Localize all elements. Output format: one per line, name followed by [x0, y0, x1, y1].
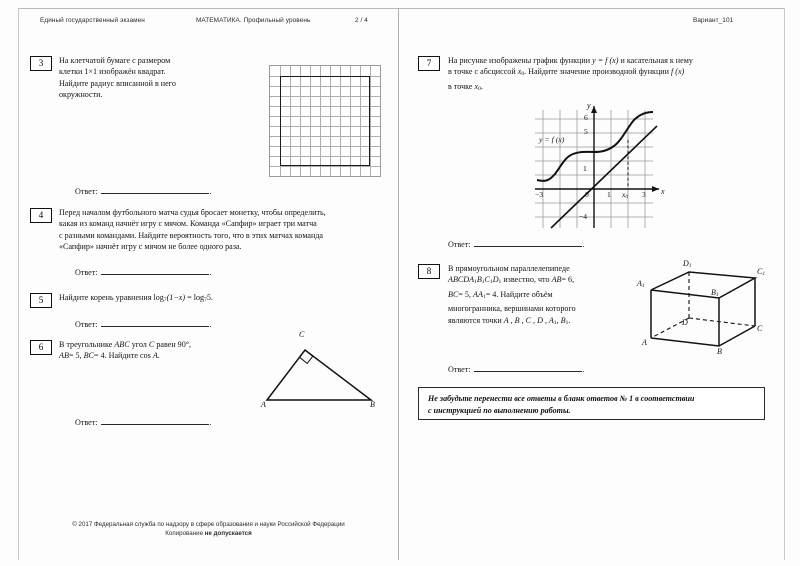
- graph-ytick-minus4: −4: [579, 212, 588, 221]
- graph-axes: [535, 106, 659, 228]
- page-left: [19, 8, 398, 560]
- t8-abcda: ABCDA: [448, 275, 475, 285]
- graph-axis-x-label: x: [661, 187, 665, 196]
- prism-label-a1: [637, 279, 645, 289]
- answer-period-8: .: [582, 365, 585, 374]
- t8-points-w: являются точки: [448, 315, 502, 325]
- page-right-edge: [784, 8, 785, 560]
- t6-ab: AB: [59, 351, 69, 361]
- runhead-exam-name: Единый государственный экзамен: [40, 17, 145, 24]
- task-3-line-4: окружности.: [59, 89, 103, 99]
- answer-label-3: Ответ:: [75, 187, 98, 196]
- footer-copy-notice: [19, 529, 398, 538]
- answer-label-8: Ответ:: [448, 365, 471, 374]
- t7-fx-2: f (x): [670, 67, 685, 77]
- task-4-line-2: какая из команд начнёт игру с мячом. Команда «Сапфир» играет три матча: [59, 219, 317, 229]
- graph-xtick-3: 3: [642, 190, 646, 199]
- transfer-answers-notice: [418, 387, 765, 420]
- graph-xtick-1: 1: [607, 190, 611, 199]
- t8-aa1: AA: [473, 289, 483, 299]
- task-3-line-1: На клетчатой бумаге с размером: [59, 56, 171, 65]
- t6-bc: BC: [83, 351, 94, 361]
- t8-b-sub: 1: [481, 279, 485, 286]
- runhead-subject: МАТЕМАТИКА. Профильный уровень: [196, 17, 311, 24]
- graph-svg: [521, 102, 671, 232]
- answer-period-3: .: [209, 187, 212, 196]
- prism-label-b1: [711, 288, 719, 298]
- grid-line-vertical: [370, 66, 371, 176]
- t8-points: A , B , C , D , A: [503, 315, 554, 325]
- graph-ytick-1: 1: [583, 164, 587, 173]
- task-5-answer-line: [75, 318, 212, 329]
- figure-parallelepiped: [637, 260, 772, 365]
- t8-c-sub: 1: [489, 279, 493, 286]
- graph-x0-sub: 0: [625, 194, 628, 201]
- task-6-text: [59, 339, 239, 362]
- answer-period-4: .: [209, 268, 212, 277]
- prism-label-c: C: [757, 324, 763, 333]
- prism-b1-letter: B: [711, 288, 716, 297]
- t8-period: .: [568, 315, 571, 325]
- task-6-line-2: [59, 350, 239, 361]
- prism-label-c1: [757, 267, 765, 277]
- footer-copyright: © 2017 Федеральная служба по надзору в сфере образования и науки Российской Федерации: [72, 521, 345, 528]
- t6-w3: равен 90°,: [156, 340, 192, 349]
- task-3-line-3: Найдите радиус вписанной в него: [59, 78, 176, 88]
- notice-line-2: с инструкцией по выполнению работы.: [428, 405, 571, 415]
- task-8-line-3: [448, 289, 618, 304]
- task-3-text: [59, 55, 224, 100]
- t8-bc-val: = 5,: [458, 289, 472, 299]
- task-8-line-2: [448, 274, 618, 289]
- answer-label-5: Ответ:: [75, 320, 98, 329]
- t8-ab-val: = 6,: [561, 275, 575, 285]
- t7-fx: y = f (x): [592, 56, 619, 65]
- answer-rule-8[interactable]: [474, 363, 582, 372]
- task-4-answer-line: [75, 266, 212, 277]
- log-base-1: 7: [163, 297, 167, 304]
- right-angle-marker: [299, 350, 312, 363]
- log-base-2: 7: [204, 297, 207, 304]
- answer-rule-4[interactable]: [101, 266, 209, 275]
- t7-x0-sub-2: 0: [478, 86, 481, 92]
- log-symbol-2: log: [193, 293, 205, 302]
- task-4-line-4: «Сапфир» начнёт игру с мячом не более одного раза.: [59, 241, 242, 251]
- prism-a1-sub: 1: [641, 283, 645, 290]
- t8-c: C: [484, 275, 490, 285]
- answer-rule-7[interactable]: [474, 238, 582, 247]
- log-symbol-1: log: [153, 293, 164, 302]
- t7-x0: x: [517, 67, 522, 77]
- task-3-line-2: клетки 1×1 изображён квадрат.: [59, 67, 166, 77]
- footer-copy-plain: Копирование: [165, 530, 205, 538]
- tangent-line: [551, 126, 657, 228]
- answer-period-7: .: [582, 240, 585, 249]
- t6-w1: В треугольнике: [59, 340, 113, 349]
- prism-a1-letter: A: [637, 279, 642, 288]
- figure-function-graph: [521, 102, 671, 232]
- graph-curve-label: y = f (x): [539, 135, 565, 144]
- task-7-line-3: [448, 81, 768, 96]
- task-8-number: 8: [418, 264, 440, 279]
- equation-period: .: [210, 293, 213, 302]
- prism-label-b: B: [717, 347, 722, 356]
- triangle-label-c: C: [299, 330, 305, 339]
- prism-label-a: A: [642, 338, 647, 347]
- prism-b1-sub: 1: [715, 292, 719, 299]
- t8-aa1-sub: 1: [482, 294, 486, 300]
- t7-period: .: [480, 81, 483, 91]
- task-6-number: 6: [30, 340, 52, 355]
- runhead-variant: Вариант_101: [693, 17, 734, 24]
- t7-w3: в точке с абсциссой: [448, 67, 516, 77]
- prism-d1-sub: 1: [688, 263, 692, 270]
- equals-sign: =: [187, 293, 192, 302]
- graph-ytick-6: 6: [584, 113, 588, 122]
- page-right: [399, 8, 784, 560]
- triangle-svg: [249, 338, 379, 410]
- answer-label-6: Ответ:: [75, 418, 98, 427]
- task-7-line-2: [448, 66, 768, 81]
- task-5-equation: [153, 293, 212, 302]
- prism-label-d: D: [682, 318, 688, 327]
- log-argument-2: 5: [206, 293, 211, 302]
- graph-xtick-0: 0: [585, 190, 589, 199]
- footer: [19, 520, 398, 539]
- t8-known: известно, что: [503, 275, 550, 285]
- t8-b: B: [476, 275, 482, 285]
- t7-x0-sub: 0: [521, 71, 525, 78]
- notice-line-1: Не забудьте перенести все ответы в бланк ответов № 1 в соответствии: [428, 394, 695, 403]
- t6-ab-val: = 5,: [68, 351, 82, 361]
- t6-bc-val: = 4. Найдите cos: [93, 351, 151, 361]
- runhead-page-number: 2 / 4: [355, 17, 368, 24]
- task-7-number: 7: [418, 56, 440, 71]
- footer-copy-bold: не допускается: [204, 530, 252, 538]
- task-8-text: [448, 263, 618, 329]
- task-4-number: 4: [30, 208, 52, 223]
- t7-w2: и касательная к нему: [620, 56, 693, 65]
- t6-abc: ABC: [114, 340, 130, 349]
- task-3-answer-line: [75, 185, 212, 196]
- t8-d: D: [492, 275, 499, 285]
- x-axis-arrow: [652, 186, 659, 192]
- t8-b1: , B: [556, 315, 566, 325]
- graph-xtick-minus3: −3: [535, 190, 544, 199]
- t8-ab: AB: [551, 275, 562, 285]
- t8-aa1-val: = 4.: [485, 289, 499, 299]
- answer-rule-6[interactable]: [101, 416, 209, 425]
- task-4-line-1: Перед началом футбольного матча судья бросает монетку, чтобы определить,: [59, 208, 326, 217]
- t7-w4: . Найдите значение производной функции: [524, 67, 669, 77]
- figure-right-triangle: [249, 330, 379, 410]
- task-8-line-1: В прямоугольном параллелепипеде: [448, 264, 570, 273]
- t6-period: .: [157, 351, 160, 361]
- triangle-label-a: A: [261, 400, 266, 409]
- prism-svg: [637, 260, 772, 365]
- t7-w1: На рисунке изображены график функции: [448, 56, 591, 65]
- t7-x0-2: x: [474, 81, 479, 91]
- task-8-line-4: многогранника, вершинами которого: [448, 304, 576, 314]
- triangle-label-b: B: [370, 400, 375, 409]
- answer-period-6: .: [209, 418, 212, 427]
- graph-x0-tick: [622, 190, 628, 200]
- graph-ytick-5: 5: [584, 127, 588, 136]
- task-8-answer-line: [448, 363, 585, 374]
- task-4-line-3: с разными командами. Найдите вероятность того, что в этих матчах команда: [59, 230, 324, 240]
- answer-label-7: Ответ:: [448, 240, 471, 249]
- task-7-answer-line: [448, 238, 585, 249]
- task-5-text: [59, 292, 377, 307]
- prism-c1-sub: 1: [762, 271, 766, 278]
- y-axis-arrow: [591, 106, 597, 113]
- task-7-line-1: [448, 55, 768, 66]
- graph-x0-letter: x: [622, 190, 626, 199]
- figure-grid-square: [269, 65, 381, 177]
- t7-w5: в точке: [448, 81, 473, 91]
- t6-angle-c: C: [148, 340, 155, 349]
- prism-d1-letter: D: [683, 259, 689, 268]
- task-5-prompt: Найдите корень уравнения: [59, 293, 152, 302]
- graph-axis-y-label: y: [587, 101, 591, 110]
- prism-solid-edges: [651, 272, 755, 346]
- t8-d-sub: 1: [498, 279, 502, 286]
- answer-rule-5[interactable]: [101, 318, 209, 327]
- inscribed-square-outline: [280, 76, 370, 166]
- log-argument-1: (1−x): [166, 293, 186, 302]
- prism-label-d1: [683, 259, 692, 269]
- answer-period-5: .: [209, 320, 212, 329]
- task-5-number: 5: [30, 293, 52, 308]
- prism-c1-letter: C: [757, 267, 763, 276]
- task-6-line-1: [59, 339, 239, 350]
- answer-label-4: Ответ:: [75, 268, 98, 277]
- answer-rule-3[interactable]: [101, 185, 209, 194]
- grid-line-horizontal: [270, 166, 380, 167]
- task-3-number: 3: [30, 56, 52, 71]
- t8-find: Найдите объём: [500, 289, 553, 299]
- t6-w2: угол: [131, 340, 147, 349]
- t8-a1-sub: 1: [553, 319, 557, 326]
- t6-cos-a: A: [152, 351, 158, 361]
- task-7-text: [448, 55, 768, 95]
- task-8-line-5: [448, 315, 618, 330]
- t8-b1-sub: 1: [565, 319, 569, 326]
- task-4-text: [59, 207, 377, 252]
- t8-bc: BC: [448, 289, 459, 299]
- task-6-answer-line: [75, 416, 212, 427]
- triangle-outline: [267, 350, 371, 400]
- t8-a-sub: 1: [474, 279, 477, 286]
